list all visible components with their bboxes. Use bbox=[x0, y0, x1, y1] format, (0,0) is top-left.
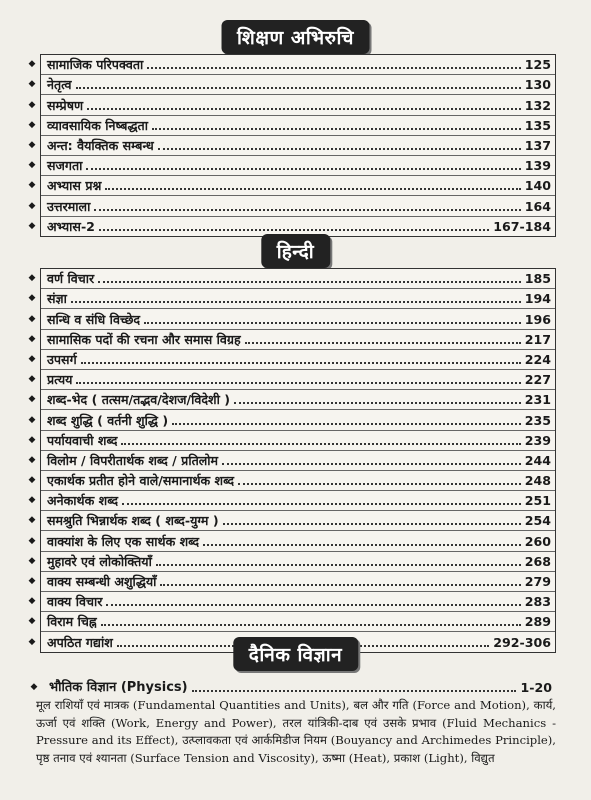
leader-dots bbox=[152, 128, 521, 130]
toc-entry-page: 217 bbox=[524, 331, 551, 347]
toc-entry-page: 289 bbox=[524, 614, 551, 630]
diamond-bullet-icon: ◆ bbox=[28, 434, 36, 445]
toc-entry-page: 137 bbox=[524, 137, 551, 153]
toc-entry-title: सन्धि व संधि विच्छेद bbox=[47, 311, 141, 327]
leader-dots bbox=[158, 148, 521, 150]
toc-entry[interactable] bbox=[28, 95, 555, 115]
leader-dots bbox=[172, 423, 521, 425]
toc-entry-title: पर्यायवाची शब्द bbox=[47, 432, 118, 448]
toc-entry[interactable] bbox=[28, 350, 555, 370]
diamond-bullet-icon: ◆ bbox=[28, 200, 36, 211]
toc-entry[interactable] bbox=[28, 156, 555, 176]
diamond-bullet-icon: ◆ bbox=[28, 59, 36, 70]
leader-dots bbox=[81, 362, 521, 364]
toc-entry[interactable] bbox=[28, 431, 555, 451]
toc-entry-page: 125 bbox=[524, 57, 551, 73]
diamond-bullet-icon: ◆ bbox=[28, 313, 36, 324]
leader-dots bbox=[71, 301, 521, 303]
toc-entry[interactable] bbox=[28, 196, 555, 216]
toc-entry-title: अपठित गद्यांश bbox=[47, 634, 113, 650]
toc-entry-title: वर्ण विचार bbox=[47, 271, 95, 287]
diamond-bullet-icon: ◆ bbox=[28, 636, 36, 647]
diamond-bullet-icon: ◆ bbox=[28, 353, 36, 364]
toc-entry-title: वाक्यांश के लिए एक सार्थक शब्द bbox=[47, 533, 200, 549]
toc-entry-title: मुहावरे एवं लोकोक्तियाँ bbox=[47, 553, 152, 569]
leader-dots bbox=[222, 463, 521, 465]
toc-entry-page: 140 bbox=[524, 178, 551, 194]
leader-dots bbox=[86, 168, 520, 170]
toc-entry-title: वाक्य विचार bbox=[47, 594, 103, 610]
toc-entry-page: 292-306 bbox=[493, 634, 551, 650]
toc-entry-page: 224 bbox=[524, 351, 551, 367]
toc-entry-page: 194 bbox=[524, 291, 551, 307]
toc-entry-page: 235 bbox=[524, 412, 551, 428]
toc-entry[interactable] bbox=[28, 471, 555, 491]
toc-entry-title: संज्ञा bbox=[47, 291, 67, 307]
toc-entry[interactable] bbox=[28, 451, 555, 471]
leader-dots bbox=[238, 483, 521, 485]
diamond-bullet-icon: ◆ bbox=[28, 515, 36, 526]
diamond-bullet-icon: ◆ bbox=[28, 555, 36, 566]
toc-entry[interactable] bbox=[28, 552, 555, 572]
diamond-bullet-icon: ◆ bbox=[28, 293, 36, 304]
diamond-bullet-icon: ◆ bbox=[28, 374, 36, 385]
toc-entry-title: नेतृत्व bbox=[47, 77, 72, 93]
leader-dots bbox=[203, 544, 521, 546]
toc-entry-page: 244 bbox=[524, 452, 551, 468]
toc-entry[interactable] bbox=[28, 217, 555, 236]
leader-dots bbox=[192, 690, 517, 692]
toc-list-hindi bbox=[28, 268, 556, 653]
toc-entry-title: समश्रुति भिन्नार्थक शब्द ( शब्द-युग्म ) bbox=[47, 513, 219, 529]
toc-entry-title: उत्तरमाला bbox=[47, 198, 91, 214]
diamond-bullet-icon: ◆ bbox=[28, 79, 36, 90]
diamond-bullet-icon: ◆ bbox=[28, 160, 36, 171]
toc-entry-page: 239 bbox=[524, 432, 551, 448]
toc-entry[interactable] bbox=[28, 330, 555, 350]
toc-entry-page: 164 bbox=[524, 198, 551, 214]
toc-entry[interactable] bbox=[28, 572, 555, 592]
diamond-bullet-icon: ◆ bbox=[30, 682, 38, 692]
toc-entry-page: 227 bbox=[524, 372, 551, 388]
diamond-bullet-icon: ◆ bbox=[28, 99, 36, 110]
diamond-bullet-icon: ◆ bbox=[28, 139, 36, 150]
toc-entry-page: 231 bbox=[524, 392, 551, 408]
leader-dots bbox=[144, 322, 521, 324]
toc-entry-page: 132 bbox=[524, 97, 551, 113]
physics-topics-description: मूल राशियाँ एवं मात्रक (Fundamental Quantities and Units), बल और गति (Force and Motion), कार्य, ऊर्जा एवं शक्ति (Work, Energy and Power), तरल यांत्रिकी-दाब एवं उसके प्रभाव (Fluid Mechanics - Pressure and its Effect), उत्प्लावकता एवं आर्कमिडीज नियम (Bouyancy and Archimedes Principle), पृष्ठ तनाव एवं श्यानता (Surface Tension and Viscosity), ऊष्मा (Heat), प्रकाश (Light), विद्युत bbox=[36, 698, 556, 765]
diamond-bullet-icon: ◆ bbox=[28, 495, 36, 506]
toc-entry-title: प्रत्यय bbox=[47, 372, 73, 388]
leader-dots bbox=[147, 67, 520, 69]
leader-dots bbox=[160, 584, 520, 586]
toc-entry[interactable] bbox=[28, 116, 555, 136]
leader-dots bbox=[122, 503, 521, 505]
toc-entry-page: 251 bbox=[524, 493, 551, 509]
leader-dots bbox=[121, 443, 520, 445]
toc-entry[interactable] bbox=[28, 289, 555, 309]
diamond-bullet-icon: ◆ bbox=[28, 119, 36, 130]
section-heading-teaching-aptitude: शिक्षण अभिरुचि bbox=[221, 20, 370, 54]
leader-dots bbox=[223, 523, 521, 525]
toc-entry-page: 130 bbox=[524, 77, 551, 93]
toc-entry-page: 279 bbox=[524, 574, 551, 589]
toc-entry-title: सजगता bbox=[47, 158, 83, 174]
toc-entry[interactable] bbox=[28, 176, 555, 196]
diamond-bullet-icon: ◆ bbox=[28, 576, 36, 586]
toc-entry[interactable] bbox=[28, 390, 555, 410]
toc-entry[interactable] bbox=[28, 75, 555, 95]
toc-entry-title: विराम चिह्न bbox=[47, 614, 97, 630]
diamond-bullet-icon: ◆ bbox=[28, 273, 36, 284]
toc-entry-page: 135 bbox=[524, 117, 551, 133]
toc-entry-title: उपसर्ग bbox=[47, 351, 77, 367]
toc-entry-title: विलोम / विपरीतार्थक शब्द / प्रतिलोम bbox=[47, 452, 219, 468]
diamond-bullet-icon: ◆ bbox=[28, 180, 36, 191]
toc-entry[interactable] bbox=[28, 410, 555, 430]
toc-entry-page: 260 bbox=[524, 533, 551, 549]
toc-entry-title: एकार्थक प्रतीत होने वाले/समानार्थक शब्द bbox=[47, 473, 235, 489]
diamond-bullet-icon: ◆ bbox=[28, 475, 36, 486]
diamond-bullet-icon: ◆ bbox=[28, 535, 36, 546]
section-heading-daily-science: दैनिक विज्ञान bbox=[233, 637, 358, 671]
leader-dots bbox=[98, 281, 521, 283]
leader-dots bbox=[76, 87, 521, 89]
leader-dots bbox=[106, 604, 520, 606]
toc-entry-title: शब्द-भेद ( तत्सम/तद्भव/देशज/विदेशी ) bbox=[47, 392, 230, 408]
toc-entry[interactable] bbox=[28, 370, 555, 390]
toc-entry[interactable] bbox=[28, 269, 555, 289]
diamond-bullet-icon: ◆ bbox=[28, 454, 36, 465]
toc-entry[interactable] bbox=[28, 592, 555, 612]
toc-entry-page: 167-184 bbox=[493, 218, 551, 234]
toc-entry-page: 254 bbox=[524, 513, 551, 529]
toc-entry-page: 185 bbox=[524, 271, 551, 287]
leader-dots bbox=[99, 229, 489, 231]
toc-entry-title: अनेकार्थक शब्द bbox=[47, 493, 119, 509]
section-heading-hindi: हिन्दी bbox=[261, 234, 330, 268]
leader-dots bbox=[156, 564, 521, 566]
leader-dots bbox=[105, 188, 520, 190]
leader-dots bbox=[94, 209, 520, 211]
diamond-bullet-icon: ◆ bbox=[28, 394, 36, 405]
leader-dots bbox=[76, 382, 520, 384]
toc-entry-title: वाक्य सम्बन्धी अशुद्धियाँ bbox=[47, 574, 157, 589]
diamond-bullet-icon: ◆ bbox=[28, 414, 36, 425]
diamond-bullet-icon: ◆ bbox=[28, 333, 36, 344]
toc-entry[interactable] bbox=[28, 531, 555, 551]
toc-entry-page: 139 bbox=[524, 158, 551, 174]
toc-entry-title: व्यावसायिक निष्बद्धता bbox=[47, 117, 148, 133]
toc-entry-page: 283 bbox=[524, 594, 551, 610]
toc-entry-page: 196 bbox=[524, 311, 551, 327]
toc-entry-title: भौतिक विज्ञान (Physics) bbox=[49, 680, 188, 695]
toc-entry-title: अभ्यास-2 bbox=[47, 218, 95, 234]
diamond-bullet-icon: ◆ bbox=[28, 220, 36, 231]
toc-entry[interactable] bbox=[28, 136, 555, 156]
toc-entry[interactable] bbox=[28, 612, 555, 632]
toc-entry-title: अन्त: वैयक्तिक सम्बन्ध bbox=[47, 137, 154, 153]
toc-entry-page: 268 bbox=[524, 553, 551, 569]
toc-entry[interactable] bbox=[28, 309, 555, 329]
toc-entry-physics[interactable] bbox=[28, 678, 552, 697]
toc-entry-page: 1-20 bbox=[520, 680, 552, 695]
toc-entry[interactable] bbox=[28, 55, 555, 75]
leader-dots bbox=[234, 402, 521, 404]
toc-entry-title: सम्प्रेषण bbox=[47, 97, 84, 113]
toc-entry-page: 248 bbox=[524, 473, 551, 489]
toc-entry-title: शब्द शुद्धि ( वर्तनी शुद्धि ) bbox=[47, 412, 169, 428]
toc-entry[interactable] bbox=[28, 491, 555, 511]
toc-entry-title: सामाजिक परिपक्वता bbox=[47, 57, 144, 73]
leader-dots bbox=[245, 342, 521, 344]
diamond-bullet-icon: ◆ bbox=[28, 616, 36, 627]
leader-dots bbox=[101, 624, 521, 626]
toc-entry-title: सामासिक पदों की रचना और समास विग्रह bbox=[47, 331, 241, 347]
toc-entry-title: अभ्यास प्रश्न bbox=[47, 178, 102, 194]
toc-entry[interactable] bbox=[28, 511, 555, 531]
leader-dots bbox=[87, 108, 521, 110]
toc-list-teaching-aptitude bbox=[28, 54, 556, 237]
diamond-bullet-icon: ◆ bbox=[28, 596, 36, 607]
